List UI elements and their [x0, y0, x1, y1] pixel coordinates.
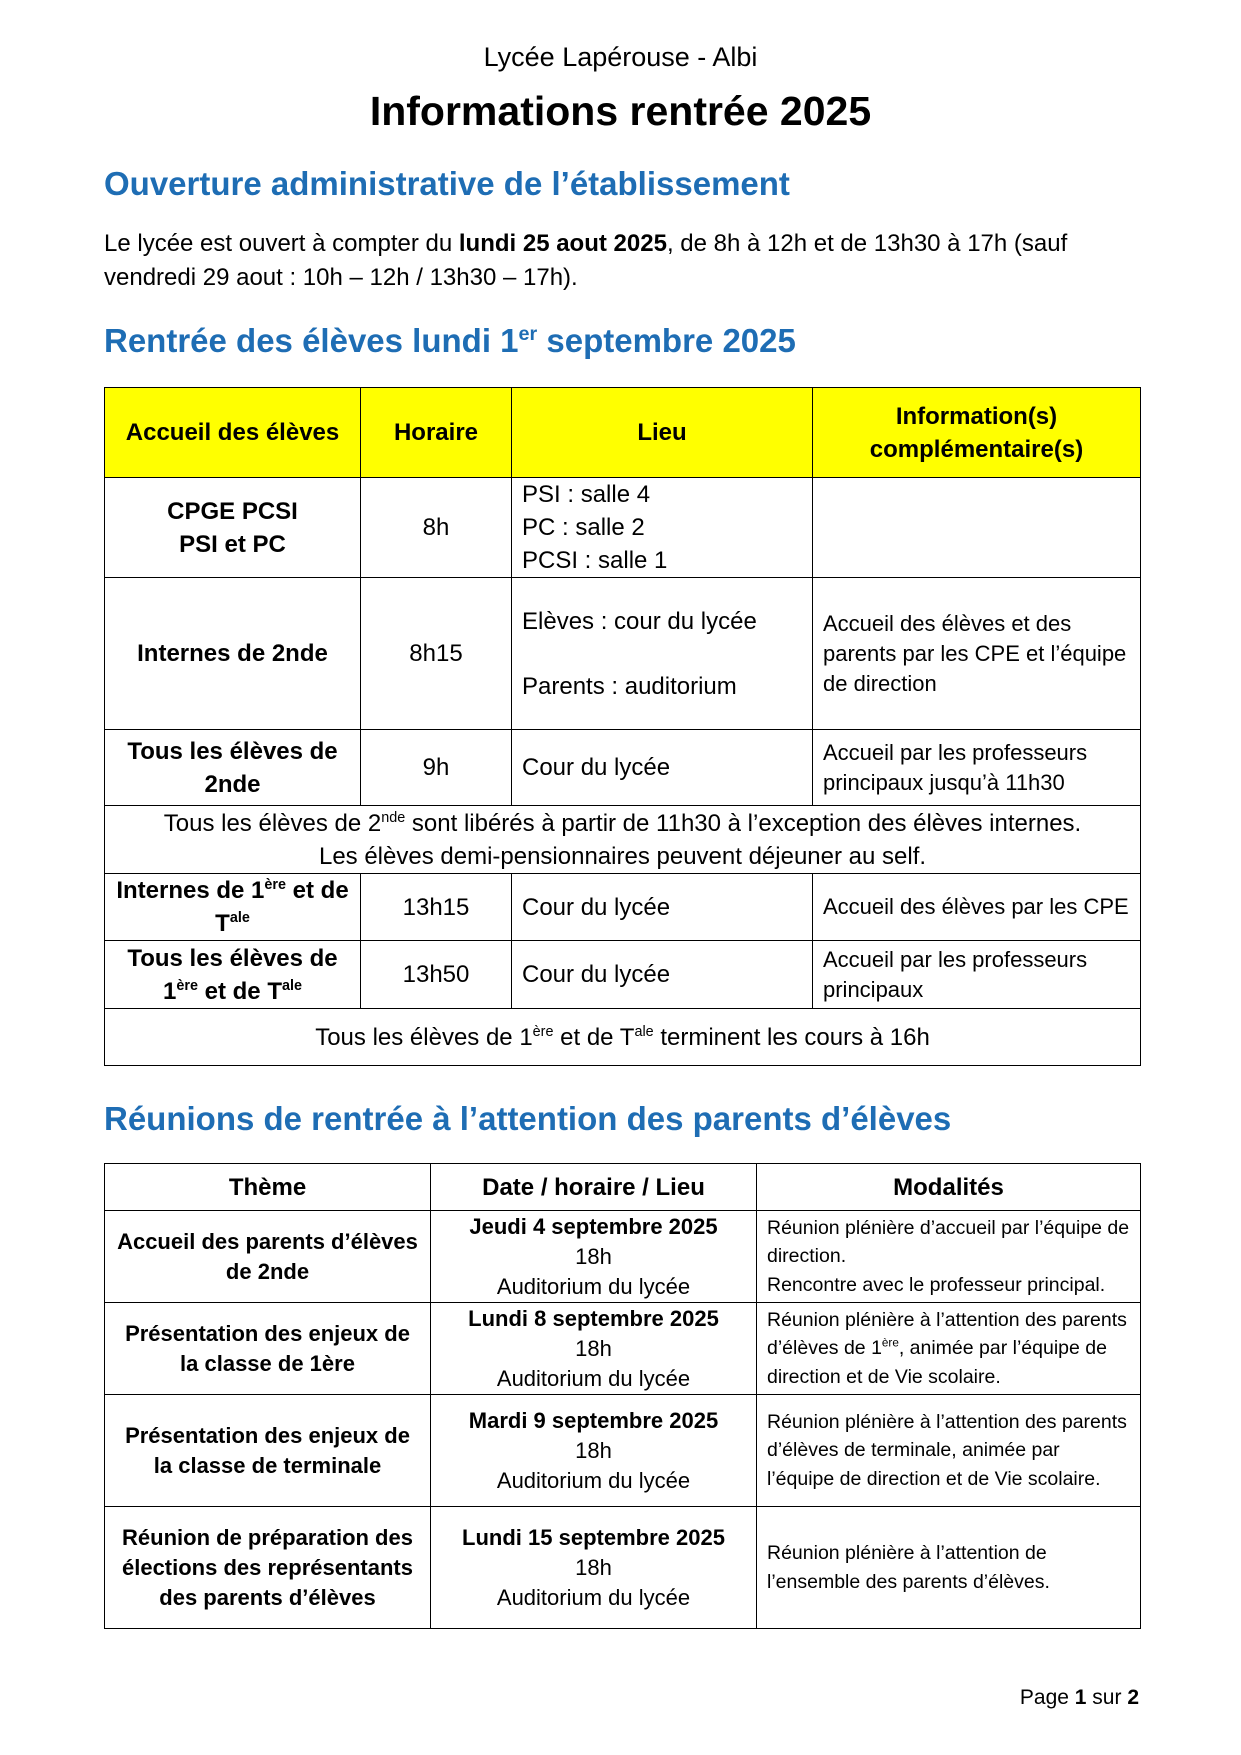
- date-cell: Jeudi 4 septembre 2025 18h Auditorium du lycée: [431, 1211, 757, 1303]
- page-number: 1: [1074, 1686, 1087, 1709]
- section-heading-meetings: Réunions de rentrée à l’attention des parents d’élèves: [104, 1100, 952, 1137]
- table-row: [105, 1507, 1141, 1629]
- opening-paragraph: Le lycée est ouvert à compter du lundi 25 aout 2025, de 8h à 12h et de 13h30 à 17h (sauf vendredi 29 aout : 10h – 12h / 13h30 – 17h).: [104, 230, 1068, 291]
- table-header-row: [105, 1164, 1141, 1211]
- info-cell: [813, 478, 1141, 578]
- time-cell: 13h50: [361, 941, 512, 1009]
- release-note: Tous les élèves de 2nde sont libérés à partir de 11h30 à l’exception des élèves internes. Les élèves demi-pensionnaires peuvent déjeuner au self.: [105, 806, 1141, 874]
- group-cell: Internes de 2nde: [105, 578, 361, 730]
- table-row: [105, 1395, 1141, 1507]
- theme-cell: Accueil des parents d’élèves de 2nde: [105, 1211, 431, 1303]
- column-header: Modalités: [757, 1164, 1141, 1211]
- page-total: 2: [1127, 1686, 1139, 1709]
- table-row: [105, 1303, 1141, 1395]
- table-row: [105, 478, 1141, 578]
- column-header: Thème: [105, 1164, 431, 1211]
- place-cell: Elèves : cour du lycée Parents : auditorium: [512, 578, 813, 730]
- opening-date: lundi 25 aout 2025: [458, 230, 667, 257]
- column-header: Lieu: [512, 388, 813, 478]
- table-header-row: [105, 388, 1141, 478]
- table-row: [105, 941, 1141, 1009]
- table-row: [105, 578, 1141, 730]
- group-cell: Tous les élèves de 1ère et de $T^{ale}$: [105, 941, 361, 1009]
- theme-cell: Présentation des enjeux de la classe de terminale: [105, 1395, 431, 1507]
- table-row: [105, 1211, 1141, 1303]
- table-row: [105, 730, 1141, 806]
- time-cell: 8h: [361, 478, 512, 578]
- time-cell: 8h15: [361, 578, 512, 730]
- table-note-row: [105, 806, 1141, 874]
- modalities-cell: Réunion plénière d’accueil par l’équipe de direction. Rencontre avec le professeur principal.: [757, 1211, 1141, 1303]
- table-row: [105, 874, 1141, 941]
- info-cell: Accueil des élèves et des parents par les CPE et l’équipe de direction: [813, 578, 1141, 730]
- section-heading-rentree: Rentrée des élèves lundi 1er septembre 2025: [104, 322, 796, 359]
- school-name: Lycée Lapérouse - Albi: [483, 42, 758, 72]
- section-heading-opening: Ouverture administrative de l’établissement: [104, 165, 790, 202]
- table-note-row: [105, 1009, 1141, 1066]
- document-title: Informations rentrée 2025: [369, 88, 872, 134]
- date-cell: Mardi 9 septembre 2025 18h Auditorium du lycée: [431, 1395, 757, 1507]
- date-cell: Lundi 15 septembre 2025 18h Auditorium du lycée: [431, 1507, 757, 1629]
- modalities-cell: Réunion plénière à l’attention des parents d’élèves de 1ère, animée par l’équipe de direction et de Vie scolaire.: [757, 1303, 1141, 1395]
- column-header: Date / horaire / Lieu: [431, 1164, 757, 1211]
- group-cell: Internes de 1ère et de $T^{ale}$: [105, 874, 361, 941]
- column-header: Accueil des élèves: [105, 388, 361, 478]
- place-cell: Cour du lycée: [512, 730, 813, 806]
- modalities-cell: Réunion plénière à l’attention des parents d’élèves de terminale, animée par l’équipe de direction et de Vie scolaire.: [757, 1395, 1141, 1507]
- column-header: Information(s) complémentaire(s): [813, 388, 1141, 478]
- group-cell: CPGE PCSI PSI et PC: [105, 478, 361, 578]
- group-cell: Tous les élèves de 2nde: [105, 730, 361, 806]
- place-cell: PSI : salle 4 PC : salle 2 PCSI : salle 1: [512, 478, 813, 578]
- rentree-schedule-table: [104, 387, 1141, 1066]
- date-cell: Lundi 8 septembre 2025 18h Auditorium du lycée: [431, 1303, 757, 1395]
- info-cell: Accueil par les professeurs principaux jusqu’à 11h30: [813, 730, 1141, 806]
- time-cell: 13h15: [361, 874, 512, 941]
- parent-meetings-table: [104, 1163, 1141, 1629]
- theme-cell: Réunion de préparation des élections des représentants des parents d’élèves: [105, 1507, 431, 1629]
- time-cell: 9h: [361, 730, 512, 806]
- place-cell: Cour du lycée: [512, 874, 813, 941]
- place-cell: Cour du lycée: [512, 941, 813, 1009]
- column-header: Horaire: [361, 388, 512, 478]
- page-footer: Page 1 sur 2: [1019, 1686, 1139, 1709]
- theme-cell: Présentation des enjeux de la classe de 1ère: [105, 1303, 431, 1395]
- end-of-classes-note: Tous les élèves de 1ère et de $T^{ale}$ terminent les cours à 16h: [105, 1009, 1141, 1066]
- info-cell: Accueil par les professeurs principaux: [813, 941, 1141, 1009]
- info-cell: Accueil des élèves par les CPE: [813, 874, 1141, 941]
- modalities-cell: Réunion plénière à l’attention de l’ensemble des parents d’élèves.: [757, 1507, 1141, 1629]
